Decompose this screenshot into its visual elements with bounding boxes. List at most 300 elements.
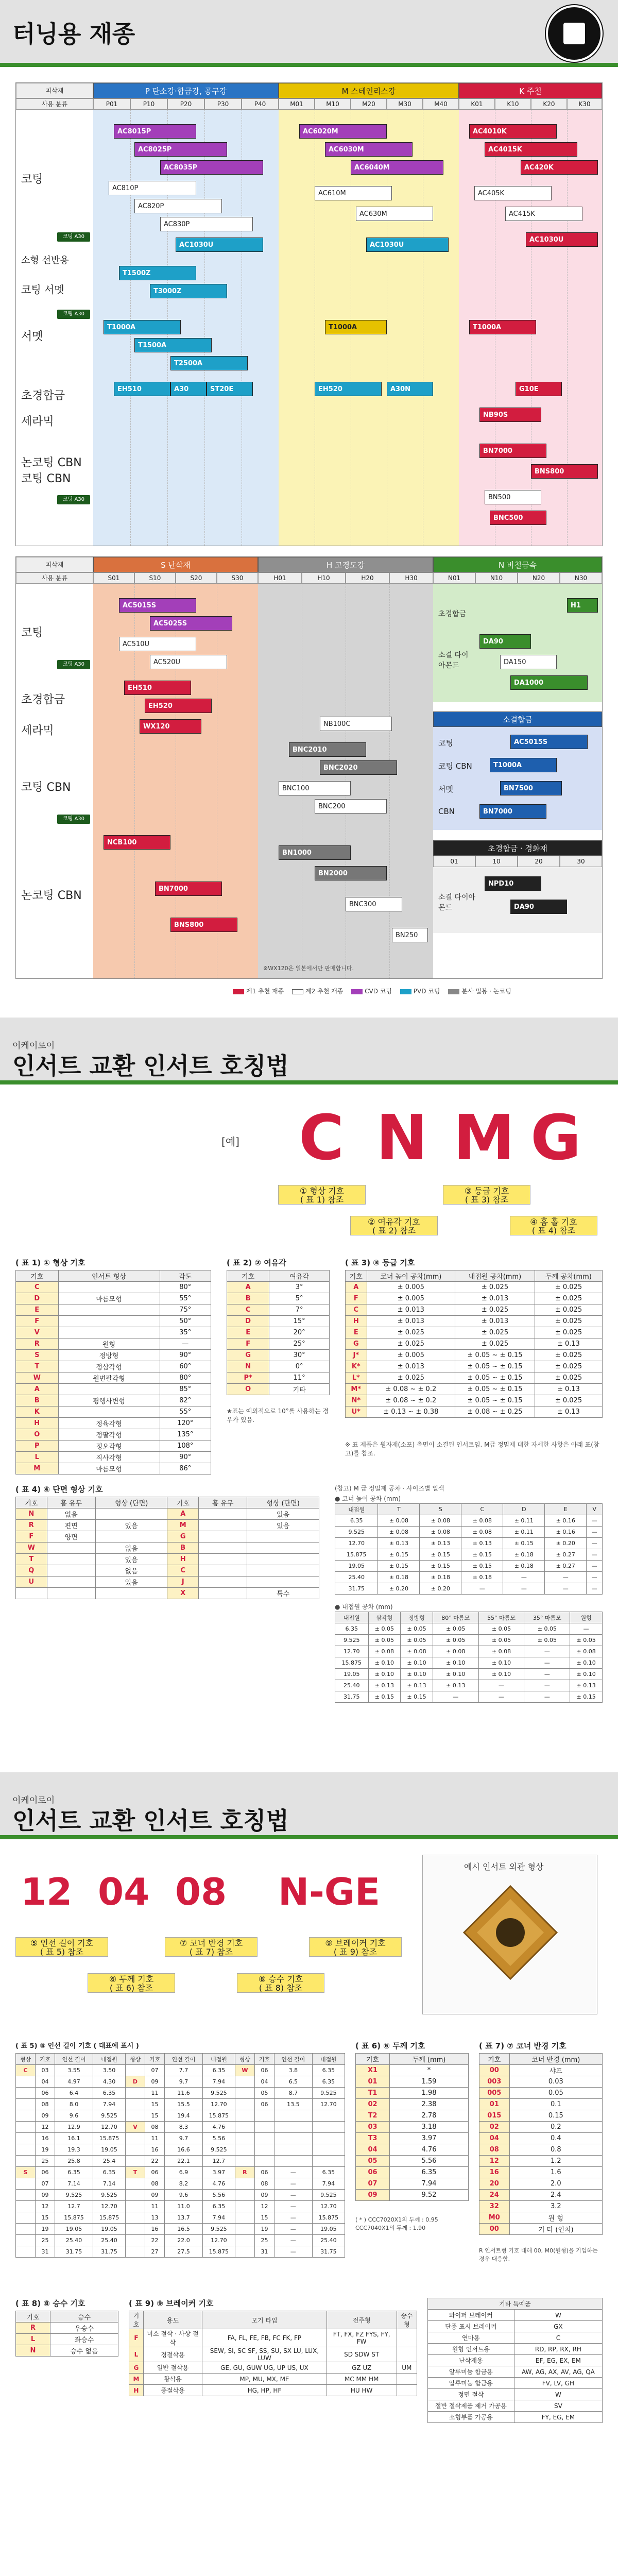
table-cell: GZ UZ: [327, 2362, 397, 2374]
nf-sub: S01: [93, 572, 134, 584]
nf-sub: S30: [217, 572, 258, 584]
table-cell: 있음: [95, 1554, 167, 1565]
table-cell: ± 0.05 ~ ± 0.15: [455, 1384, 535, 1395]
table-cell: L: [16, 1452, 59, 1463]
sinter-row: 코팅 CBN: [438, 761, 472, 771]
table-cell: [312, 2156, 345, 2167]
table-cell: [254, 2133, 274, 2144]
table-grade: [345, 1270, 603, 1418]
table-cell: 1.2: [509, 2156, 602, 2167]
table-cell: ± 0.025: [535, 1350, 602, 1361]
table-row: [346, 1361, 603, 1372]
table-cell: 12.70: [202, 2099, 235, 2110]
table-row: [428, 2378, 603, 2389]
chill-row: 소결 다이아몬드: [438, 893, 476, 912]
table-cell: [125, 2212, 145, 2224]
table-cell: 80°: [160, 1282, 211, 1293]
table-cell: 09: [36, 2190, 55, 2201]
table-row: [227, 1350, 330, 1361]
table-row: [16, 1293, 211, 1304]
row-ceramic: 세라믹: [21, 415, 54, 428]
table-cell: 09: [254, 2190, 274, 2201]
table-cell: G: [129, 2362, 144, 2374]
table-cell: 0.1: [509, 2099, 602, 2110]
table-cell: 정육각형: [58, 1418, 160, 1429]
table-cell: F: [16, 1316, 59, 1327]
ref-note: (참고) M 급 정밀제 공차 · 사이즈별 일색: [335, 1485, 444, 1492]
hm-sub: H30: [389, 572, 433, 584]
table-row: [356, 2144, 469, 2156]
table-cell: [58, 1327, 160, 1338]
table-cell: T1: [356, 2088, 390, 2099]
table-cell: [235, 2122, 254, 2133]
grade-bar: T1000A: [490, 758, 557, 772]
table-cell: 15.875: [335, 1549, 378, 1561]
table-row: [16, 2190, 345, 2201]
steel-sub-p10: P10: [130, 98, 167, 110]
insert-image: [459, 1881, 562, 1984]
table-row: [16, 1531, 319, 1543]
table-cell: 2.78: [390, 2110, 469, 2122]
table-cell: 우승수: [50, 2323, 118, 2334]
table-cell: B: [227, 1293, 269, 1304]
row-coated-cermet: 코팅 서멧: [21, 283, 64, 296]
ci-sub-k20: K20: [531, 98, 567, 110]
table-cell: 22: [145, 2156, 164, 2167]
st-sub-m10: M10: [315, 98, 351, 110]
table-cell: ± 0.11: [503, 1515, 545, 1527]
table-header-cell: 80° 마름모: [433, 1612, 478, 1623]
steel-sub-p20: P20: [167, 98, 204, 110]
table-cell: 25: [36, 2156, 55, 2167]
table-cell: 15: [145, 2099, 164, 2110]
nf-sub: S20: [176, 572, 217, 584]
table-cell: [16, 2156, 36, 2167]
table-cell: ± 0.10: [478, 1657, 524, 1669]
table-cell: ± 0.08: [378, 1515, 420, 1527]
table-cell: ± 0.025: [535, 1395, 602, 1406]
row-cbn: 논코팅 CBN 코팅 CBN: [21, 456, 82, 485]
table-header-cell: 모기 타입: [202, 2311, 327, 2329]
table-cell: 15.875: [312, 2212, 345, 2224]
table-row: [335, 1623, 603, 1635]
table-cell: 32: [479, 2201, 510, 2212]
table-cell: 27.5: [165, 2246, 203, 2258]
table-cell: [47, 1588, 95, 1599]
table-cell: ± 0.05: [368, 1635, 401, 1646]
table-cell: —: [503, 1572, 545, 1583]
table-cell: G: [167, 1531, 199, 1543]
table-cell: 있음: [95, 1577, 167, 1588]
table-cell: V: [16, 1327, 59, 1338]
table-row: [356, 2122, 469, 2133]
code-letter-g: G: [530, 1103, 581, 1174]
table-cell: 9.525: [312, 2190, 345, 2201]
code-letter-c: C: [299, 1103, 345, 1174]
table-cell: 9.525: [93, 2190, 125, 2201]
table-cell: ± 0.20: [420, 1583, 461, 1595]
t7-note: R 인서트형 기호 대해 00, M0(원형)을 기입하는 경우 대응함.: [479, 2247, 598, 2262]
table-cell: 15.875: [55, 2212, 93, 2224]
table-cell: ± 0.13: [420, 1538, 461, 1549]
table-cell: 15.875: [93, 2212, 125, 2224]
nf-header: S 난삭재: [93, 557, 258, 572]
table-row: [16, 2167, 345, 2178]
table-header-cell: 여유각: [269, 1270, 330, 1282]
table-header-cell: 기호: [167, 1497, 199, 1509]
table-cell: GE, GU, GUW UG, UP US, UX: [202, 2362, 327, 2374]
table-cell: ± 0.005: [367, 1282, 455, 1293]
table-cell: 25.40: [335, 1680, 369, 1691]
grade-bar: NCB100: [104, 835, 170, 850]
table-hand: [15, 2311, 118, 2357]
table-row: [16, 1588, 319, 1599]
table-row: [479, 2065, 603, 2076]
table-cell: 02: [479, 2122, 510, 2133]
table-cell: [254, 2144, 274, 2156]
table-row: [16, 2088, 345, 2099]
table-cell: [95, 1509, 167, 1520]
table-row: [16, 2156, 345, 2167]
table-row: [479, 2178, 603, 2190]
table-cell: [125, 2201, 145, 2212]
table-cell: 5.56: [202, 2133, 235, 2144]
table-row: [335, 1680, 603, 1691]
table-cell: 25.40: [55, 2235, 93, 2246]
grade-bar: BN7000: [155, 882, 222, 896]
table-cell: W: [16, 1543, 47, 1554]
row2-cbn: 논코팅 CBN: [21, 889, 82, 902]
table-row: [227, 1338, 330, 1350]
al-row-carbide: 초경합금: [438, 610, 467, 618]
table-special: [427, 2298, 603, 2423]
table-row: [16, 1463, 211, 1475]
table-cell: 19: [254, 2224, 274, 2235]
table-cell: G: [346, 1338, 367, 1350]
table-row: [428, 2355, 603, 2366]
table-breaker: [129, 2311, 417, 2396]
table-cell: 3.97: [202, 2167, 235, 2178]
table-cell: T: [125, 2167, 145, 2178]
table-row: [479, 2122, 603, 2133]
grade-bar: AC8015P: [114, 124, 196, 139]
footnote: ※WX120은 일본에서만 판매합니다.: [263, 965, 354, 972]
table-cell: 80°: [160, 1372, 211, 1384]
table-ref-ic: [335, 1612, 603, 1703]
table-cell: [47, 1554, 95, 1565]
grade-bar: BNS800: [170, 918, 237, 932]
table-cell: 15°: [269, 1316, 330, 1327]
table-row: [16, 1543, 319, 1554]
t2-title: ( 표 2) ② 여유각: [227, 1258, 286, 1267]
table-cell: H: [129, 2385, 144, 2396]
table-cell: L: [129, 2347, 144, 2362]
table-cell: —: [524, 1680, 570, 1691]
table-cell: 82°: [160, 1395, 211, 1406]
table-header-cell: 내접원: [202, 2054, 235, 2065]
table-row: [479, 2088, 603, 2099]
table-cell: M: [167, 1520, 199, 1531]
table-cell: [199, 1509, 247, 1520]
table-cell: 08: [479, 2144, 510, 2156]
grade-bar: NPD10: [485, 876, 541, 891]
sinter-header: 소결합금: [433, 711, 602, 727]
table-cell: ± 0.13: [433, 1680, 478, 1691]
table-header-cell: 용도: [143, 2311, 202, 2329]
legend-first: 제1 추천 재종: [246, 988, 284, 995]
table-row: [346, 1304, 603, 1316]
table-cell: ± 0.05: [433, 1635, 478, 1646]
table-cell: [95, 1531, 167, 1543]
table-cell: [235, 2076, 254, 2088]
table-cell: P*: [227, 1372, 269, 1384]
range-header: 사용 분류: [16, 98, 93, 110]
table-header-cell: 형상: [16, 2054, 36, 2065]
table-header-cell: 승수형: [397, 2311, 417, 2329]
table-cell: 8.2: [165, 2178, 203, 2190]
table-cell: 원 형: [509, 2212, 602, 2224]
table-cell: 08: [36, 2099, 55, 2110]
table-cell: 31.75: [335, 1691, 369, 1703]
table-cell: 12.7: [202, 2156, 235, 2167]
table-header-cell: 인서트 형상: [58, 1270, 160, 1282]
table-cell: H: [167, 1554, 199, 1565]
table-cell: 12.70: [93, 2122, 125, 2133]
table-cell: 11: [145, 2201, 164, 2212]
green-stripe: [0, 63, 618, 67]
table-cell: —: [160, 1338, 211, 1350]
table-row: [129, 2347, 417, 2362]
table-cell: C: [167, 1565, 199, 1577]
table-row: [479, 2144, 603, 2156]
table-row: [346, 1293, 603, 1304]
table-cell: ± 0.13: [535, 1406, 602, 1418]
t7-title: ( 표 7) ⑦ 코너 반경 기호: [479, 2041, 566, 2050]
table-row: [16, 2224, 345, 2235]
table-cell: W: [514, 2310, 602, 2321]
code-part-12: 12: [21, 1870, 73, 1913]
table-cell: —: [587, 1572, 603, 1583]
table-cell: —: [545, 1572, 587, 1583]
table-cell: 06: [356, 2167, 390, 2178]
notation-title: 인서트 교환 인서트 호칭법: [12, 1052, 289, 1080]
table-cell: ± 0.08: [378, 1527, 420, 1538]
table-row: [335, 1669, 603, 1680]
table-row: [428, 2321, 603, 2332]
row-carbide: 초경합금: [21, 389, 65, 402]
table-cell: [397, 2374, 417, 2385]
table-cell: [58, 1406, 160, 1418]
table-cell: 승수 없음: [50, 2345, 118, 2357]
table-cell: AW, AG, AX, AV, AG, QA: [514, 2366, 602, 2378]
table-cell: [312, 2144, 345, 2156]
table-row: [16, 2334, 118, 2345]
grade-bar: EH510: [124, 681, 191, 695]
table-cell: —: [587, 1515, 603, 1527]
table-cell: 양면: [47, 1531, 95, 1543]
table-cell: 3.8: [274, 2065, 312, 2076]
table-cell: 9.6: [165, 2190, 203, 2201]
table-cell: 30°: [269, 1350, 330, 1361]
table-cell: M0: [479, 2212, 510, 2224]
al-row-diamond: 소결 다이아몬드: [438, 651, 469, 670]
table-cell: ± 0.15: [378, 1549, 420, 1561]
table-cell: [16, 2110, 36, 2122]
table-cell: 9.525: [202, 2144, 235, 2156]
table-row: [356, 2167, 469, 2178]
table-cell: ± 0.20: [378, 1583, 420, 1595]
table-cell: [397, 2347, 417, 2362]
table-row: [227, 1316, 330, 1327]
table-cell: ± 0.025: [535, 1304, 602, 1316]
table-cell: F: [16, 1531, 47, 1543]
legend-cvd: CVD 코팅: [365, 988, 392, 995]
table-cell: 06: [36, 2167, 55, 2178]
grade-bar: T1000A: [104, 320, 181, 334]
table-cell: [235, 2246, 254, 2258]
table-row: [16, 1509, 319, 1520]
table-header-cell: 두께 공차(mm): [535, 1270, 602, 1282]
table-cell: ± 0.08: [461, 1515, 503, 1527]
legend: [227, 987, 511, 995]
grade-bar: BN7000: [479, 444, 546, 458]
table-cell: 정방형: [58, 1350, 160, 1361]
grade-bar: BN500: [485, 490, 541, 504]
table-cell: 01: [356, 2076, 390, 2088]
grade-bar: T3000Z: [150, 284, 227, 298]
table-ref-corner: [335, 1503, 603, 1595]
table-cell: 20: [479, 2178, 510, 2190]
table-header-cell: 형상 (단면): [247, 1497, 319, 1509]
table-header-cell: 전주형: [327, 2311, 397, 2329]
grade-bar: AC420K: [521, 160, 598, 175]
table-cell: 7.94: [93, 2099, 125, 2110]
table-cell: 135°: [160, 1429, 211, 1440]
grade-bar: AC405K: [474, 186, 552, 200]
table-header-cell: S: [420, 1504, 461, 1515]
grade-chart-upper: [15, 82, 603, 546]
table-cell: J: [167, 1577, 199, 1588]
table-cell: 00: [479, 2224, 510, 2235]
table-header-cell: 홈 유무: [47, 1497, 95, 1509]
grade-bar: T1500Z: [119, 266, 196, 280]
table-header-cell: 인선 길이: [274, 2054, 312, 2065]
table-cell: B: [167, 1543, 199, 1554]
table-cell: 19.05: [335, 1669, 369, 1680]
table-cell: —: [524, 1646, 570, 1657]
table-cell: [235, 2099, 254, 2110]
row2-coated: 코팅: [21, 626, 43, 639]
table-cell: ± 0.025: [535, 1327, 602, 1338]
chill-sub: 30: [560, 856, 602, 867]
table-cell: 25: [254, 2235, 274, 2246]
ci-sub-k10: K10: [495, 98, 531, 110]
table-cell: K: [16, 1406, 59, 1418]
code-part-08: 08: [175, 1870, 227, 1913]
table-cell: 35°: [160, 1327, 211, 1338]
steel-header: P 탄소강·합금강, 공구강: [93, 83, 279, 98]
legend-pvd: PVD 코팅: [413, 988, 440, 995]
table-row: [479, 2167, 603, 2178]
table-cell: [16, 2178, 36, 2190]
t2-note: ★표는 예외적으로 10°를 사용하는 경우가 있음.: [227, 1408, 329, 1423]
table-header-cell: D: [503, 1504, 545, 1515]
table-cell: ± 0.13: [570, 1680, 603, 1691]
table-cell: 19.05: [55, 2224, 93, 2235]
table-cell: [247, 1565, 319, 1577]
table-cell: 015: [479, 2110, 510, 2122]
table-cell: —: [524, 1691, 570, 1703]
table-cell: [274, 2110, 312, 2122]
table-cell: 003: [479, 2076, 510, 2088]
table-cell: ± 0.08: [478, 1646, 524, 1657]
grade-bar: BNC500: [490, 511, 546, 525]
table-cell: ± 0.013: [455, 1316, 535, 1327]
table-cell: ± 0.025: [367, 1327, 455, 1338]
hm-sub: H20: [346, 572, 389, 584]
table-cell: ± 0.15: [420, 1549, 461, 1561]
table-cell: 55°: [160, 1406, 211, 1418]
table-cell: —: [274, 2224, 312, 2235]
table-cell: [125, 2156, 145, 2167]
table-cell: J*: [346, 1350, 367, 1361]
table-cell: [199, 1543, 247, 1554]
table-cell: E: [227, 1327, 269, 1338]
code-part-n: N: [278, 1870, 310, 1913]
table-cell: ± 0.025: [455, 1304, 535, 1316]
table-cell: 13.5: [274, 2099, 312, 2110]
table-row: [479, 2133, 603, 2144]
table-cell: 있음: [95, 1520, 167, 1531]
table-row: [227, 1384, 330, 1395]
table-cell: ± 0.08 ~ ± 0.25: [455, 1406, 535, 1418]
table-row: [479, 2076, 603, 2088]
grade-bar: AC415K: [505, 207, 582, 221]
table-cell: 31.75: [312, 2246, 345, 2258]
table-cell: 16: [145, 2144, 164, 2156]
table-cell: 13: [145, 2212, 164, 2224]
table-cell: 19.4: [165, 2110, 203, 2122]
box-corner: ⑦ 코너 반경 기호 ( 표 7) 참조: [165, 1937, 258, 1957]
grade-bar: AC1030U: [366, 238, 449, 252]
table-cell: —: [274, 2246, 312, 2258]
table-cell: 12.7: [55, 2201, 93, 2212]
table-cell: —: [274, 2235, 312, 2246]
table-cell: ± 0.08: [461, 1527, 503, 1538]
table-row: [479, 2099, 603, 2110]
table-cell: 19: [36, 2144, 55, 2156]
table-cell: X1: [356, 2065, 390, 2076]
example-box: [422, 1855, 597, 2014]
table-cell: [125, 2099, 145, 2110]
table-cell: ± 0.10: [433, 1669, 478, 1680]
table-cell: 1.6: [509, 2167, 602, 2178]
table-header-cell: 35° 마름모: [524, 1612, 570, 1623]
table-header-cell: 두께 (mm): [390, 2054, 469, 2065]
table-cell: 9.525: [335, 1635, 369, 1646]
table-cell: 06: [254, 2099, 274, 2110]
table-cell: 55°: [160, 1293, 211, 1304]
table-row: [346, 1395, 603, 1406]
table-cell: ± 0.16: [545, 1515, 587, 1527]
table-cell: 6.5: [274, 2076, 312, 2088]
table-header-cell: 각도: [160, 1270, 211, 1282]
table-cell: 0.4: [509, 2133, 602, 2144]
table-cell: 9.525: [202, 2224, 235, 2235]
table-cell: 샤프: [509, 2065, 602, 2076]
table-cell: F: [129, 2329, 144, 2347]
box-hand: ⑧ 승수 기호 ( 표 8) 참조: [237, 1973, 324, 1993]
